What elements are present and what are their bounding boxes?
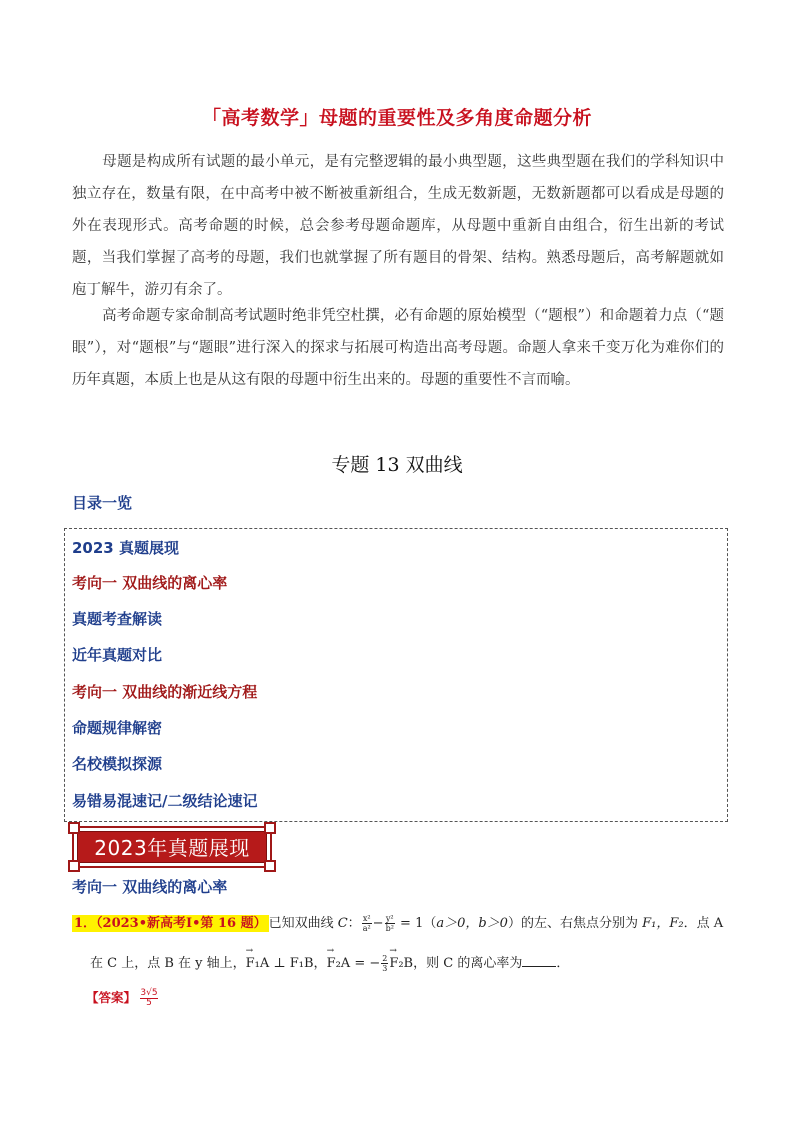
toc-item-mock[interactable]: 名校模拟探源 <box>72 755 163 773</box>
question-text: 在 C 上，点 B 在 y 轴上， <box>90 956 246 971</box>
fraction-numerator: 2 <box>382 954 388 963</box>
fraction-x <box>362 914 372 933</box>
section-title: 考向一 双曲线的离心率 <box>72 878 228 896</box>
fraction-numerator: x² <box>362 914 371 923</box>
question-line-1: 1．（2023•新高考Ⅰ•第 16 题） 已知双曲线 C： $\frac{\text{x²}}{\text{a²}}$ − $\frac{\text{y²}}{\text{b²}}$ = 1（a＞0，b＞0）的左、右焦点分别为 F₁，F₂．点 A <box>74 914 724 933</box>
question-text: ： <box>347 916 361 931</box>
answer-value <box>140 989 157 1008</box>
intro-paragraph-2 <box>72 300 724 396</box>
document-title: 「高考数学」母题的重要性及多角度命题分析 <box>201 107 592 129</box>
question-text: ． <box>556 956 570 971</box>
answer-denominator: 5 <box>146 998 152 1008</box>
toc-item-2023[interactable]: 2023 真题展现 <box>72 539 179 557</box>
fraction-denominator: 3 <box>382 964 388 973</box>
fraction-denominator: b² <box>385 924 394 933</box>
toc-item-interpretation[interactable]: 真题考查解读 <box>72 610 163 628</box>
banner-corner <box>68 860 80 872</box>
question-text: 已知双曲线 <box>268 916 338 931</box>
vector-equation-lhs: → F₂A = − <box>327 956 381 971</box>
question-text: ）的左、右焦点分别为 <box>507 916 643 931</box>
fraction-y <box>385 914 395 933</box>
intro-paragraph-1 <box>72 146 724 306</box>
answer-numerator: 3√5 <box>140 988 158 998</box>
toc-item-patterns[interactable]: 命题规律解密 <box>72 719 163 737</box>
banner-label: 2023年真题展现 <box>94 836 250 860</box>
foci: F₁，F₂ <box>642 916 684 931</box>
banner-corner <box>264 860 276 872</box>
question-line-2 <box>90 952 569 973</box>
question-source: （2023•新高考Ⅰ•第 16 题） <box>96 916 267 931</box>
question-text: ， <box>313 956 327 971</box>
paragraph-text: 母题是构成所有试题的最小单元，是有完整逻辑的最小典型题，这些典型题在我们的学科知识中独立存在，数量有限，在中高考中被不断被重新组合，生成无数新题，无数新题都可以看成是母题的外在表现形式。高考命题的时候，总会参考母题命题库，从母题中重新自由组合，衍生出新的考试题，当我们掌握了高考的母题，我们也就掌握了所有题目的骨架、结构。熟悉母题后，高考解题就如庖丁解牛，游刃有余了。 <box>72 154 724 298</box>
question-text: ，则 C 的离心率为 <box>413 956 523 971</box>
vector-equation-rhs: → F₂B <box>389 956 413 971</box>
question-number: 1． <box>74 916 97 931</box>
toc-item-memo[interactable]: 易错易混速记/二级结论速记 <box>72 792 258 810</box>
fraction-numerator: y² <box>385 914 394 923</box>
topic-title: 专题 13 双曲线 <box>331 454 463 476</box>
question-text: = 1（ <box>395 916 437 931</box>
toc-heading: 目录一览 <box>72 494 133 512</box>
answer-line <box>86 988 158 1008</box>
condition: a＞0，b＞0 <box>436 916 508 931</box>
toc-item-asymptote[interactable]: 考向一 双曲线的渐近线方程 <box>72 683 258 701</box>
section-banner <box>72 826 272 868</box>
paragraph-text: 高考命题专家命制高考试题时绝非凭空杜撰，必有命题的原始模型（“题根”）和命题着力点（“题眼”），对“题根”与“题眼”进行深入的探求与拓展可构造出高考母题。命题人拿来千变万化为难你们的历年真题，本质上也是从这有限的母题中衍生出来的。母题的重要性不言而喻。 <box>72 308 724 388</box>
fraction-coefficient <box>381 954 388 973</box>
perpendicular-vectors: → F₁A ⊥ F₁B <box>246 956 314 971</box>
fraction-denominator: a² <box>362 924 371 933</box>
question-tag <box>72 915 269 932</box>
answer-label: 【答案】 <box>86 990 137 1005</box>
toc-item-eccentricity[interactable]: 考向一 双曲线的离心率 <box>72 574 228 592</box>
toc-item-comparison[interactable]: 近年真题对比 <box>72 646 163 664</box>
question-text: ．点 A <box>683 916 724 931</box>
curve-name: C <box>337 916 348 931</box>
answer-blank <box>522 954 556 967</box>
